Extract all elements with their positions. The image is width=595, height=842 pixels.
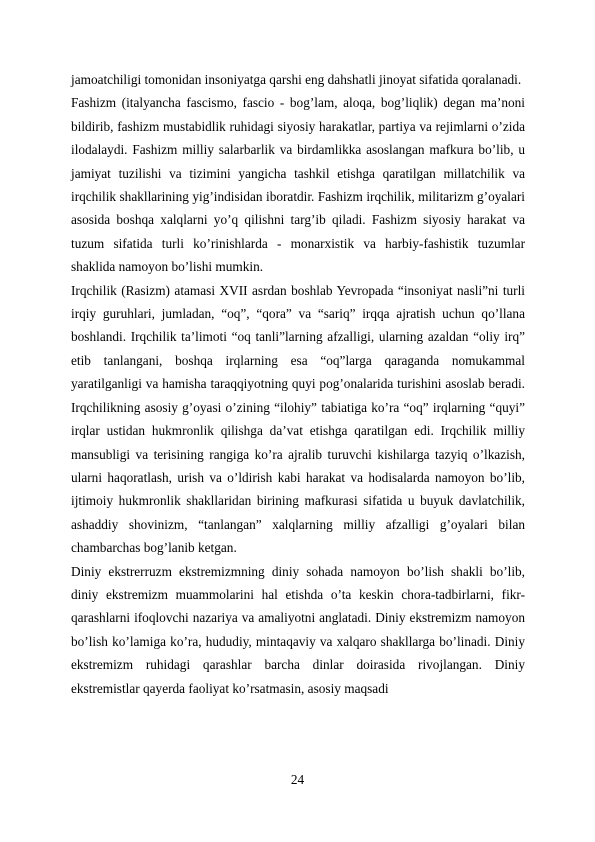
page-number: 24	[290, 772, 305, 787]
paragraph-fascism: Fashizm (italyancha fascismo, fascio - bog’lam, aloqa, bog’liqlik) degan ma’noni bildirib, fashizm mustabidlik ruhidagi siyosiy harakatlar, partiya va rejimlarni o’zida ilodalaydi. Fashizm milliy salarbarlik va birdamlikka asoslangan mafkura bo’lib, u jamiyat tuzilishi va tizimini yangicha tashkil etishga qaratilgan millatchilik va irqchilik shakllarining yig’indisidan iboratdir. Fashizm irqchilik, militarizm g’oyalari asosida boshqa xalqlarni yo’q qilishni targ’ib qiladi. Fashizm siyosiy harakat va tuzum sifatida turli ko’rinishlarda - monarxistik va harbiy-fashistik tuzumlar shaklida namoyon bo’lishi mumkin.	[71, 95, 525, 275]
paragraph-religious-extremism: Diniy ekstrerruzm ekstremizmning diniy sohada namoyon bo’lish shakli bo’lib, diniy ekstremizm muammolarini hal etishda o’ta keskin chora-tadbirlarni, fikr-qarashlarni ifoqlovchi nazariya va amaliyotni anglatadi. Diniy ekstremizm namoyon bo’lish ko’lamiga ko’ra, hududiy, mintaqaviy va xalqaro shakllarga bo’linadi. Diniy ekstremizm ruhidagi qarashlar barcha dinlar doirasida rivojlangan. Diniy ekstremistlar qayerda faoliyat ko’rsatmasin, asosiy maqsadi	[71, 563, 525, 696]
page-body	[71, 68, 525, 700]
paragraph-racism: Irqchilik (Rasizm) atamasi XVII asrdan boshlab Yevropada “insoniyat nasli”ni turli irqiy guruhlari, jumladan, “oq”, “qora” va “sariq” irqqa ajratish uchun qo’llana boshlandi. Irqchilik ta’limoti “oq tanli”larning afzalligi, ularning azaldan “oliy irq” etib tanlangani, boshqa irqlarning esa “oq”larga qaraganda nomukammal yaratilganligi va hamisha taraqqiyotning quyi pog’onalarida turishini asoslab beradi. Irqchilikning asosiy g’oyasi o’zining “ilohiy” tabiatiga ko’ra “oq” irqlarning “quyi” irqlar ustidan hukmronlik qilishga da’vat etishga qaratilgan edi. Irqchilik milliy mansubligi va terisining rangiga ko’ra ajralib turuvchi kishilarga tazyiq o’lkazish, ularni haqoratlash, urish va o’ldirish kabi harakat va hodisalarda namoyon bo’lib, ijtimoiy hukmronlik shakllaridan birining mafkurasi sifatida u buyuk davlatchilik, ashaddiy shovinizm, “tanlangan” xalqlarning milliy afzalligi g’oyalari bilan chambarchas bog’lanib ketgan.	[71, 282, 525, 556]
paragraph-intro-continuation: jamoatchiligi tomonidan insoniyatga qarshi eng dahshatli jinoyat sifatida qoralanadi.	[71, 72, 522, 87]
